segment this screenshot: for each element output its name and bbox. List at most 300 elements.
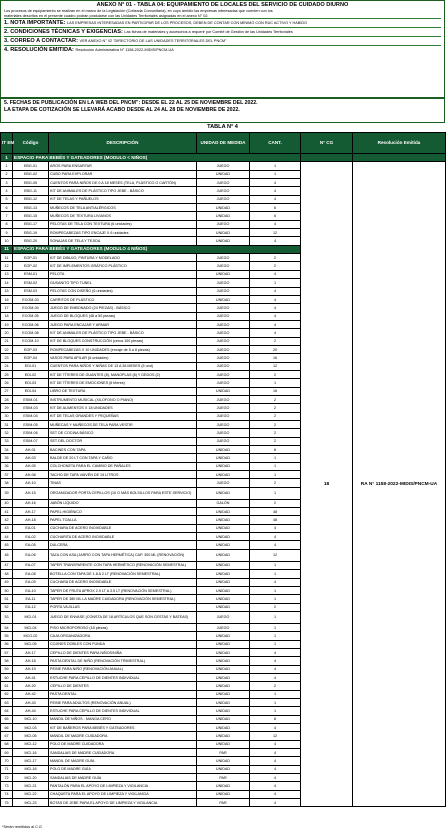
item-quantity: 4 [250, 724, 301, 732]
item-unit: JUEGO [197, 479, 250, 487]
item-unit: JUEGO [197, 162, 250, 170]
item-description: CEPILLO DE DIENTES [49, 682, 197, 690]
item-description: CUCHARA DE ACERO INOXIDABLE [49, 524, 197, 532]
item-description: JUEGO PARA ENCAJAR Y ARMAR [49, 320, 197, 328]
item-quantity: 2 [250, 337, 301, 345]
item-number: 2 [1, 170, 13, 178]
item-quantity: 2 [250, 429, 301, 437]
item-quantity: 4 [250, 782, 301, 790]
item-description: KIT DE ANIMALES DE PLÁSTICO TIPO JEBE - BÁSICO [49, 187, 197, 195]
item-unit: UNIDAD [197, 570, 250, 578]
item-quantity: 2 [250, 479, 301, 487]
item-description: PEINE PARA ADULTOS (RENOVACIÓN ANUAL) [49, 698, 197, 706]
item-quantity: 4 [250, 578, 301, 586]
item-description: TACHO DE TAPA VAIVÉN DE 15 LITROS [49, 471, 197, 479]
item-description: BOTELLA CON TAPA DE 1.8 A 2 LT (RENOVACIÓN SEMESTRAL) [49, 570, 197, 578]
item-quantity: 4 [250, 287, 301, 295]
item-quantity: 4 [250, 749, 301, 757]
item-code: AH-18 [13, 516, 49, 524]
item-unit: UNIDAD [197, 640, 250, 648]
item-unit: UNIDAD [197, 516, 250, 524]
publication-dates: 5. FECHAS DE PUBLICACIÓN EN LA WEB DEL PNCM": DESDE EL 22 AL 25 DE NOVIEMBRE DEL 2022. [4, 100, 258, 106]
item-unit: JUEGO [197, 354, 250, 362]
item-code: EGP-02 [13, 262, 49, 270]
item-number: 72 [1, 774, 13, 782]
item-quantity: 1 [250, 162, 301, 170]
item-unit: JUEGO [197, 337, 250, 345]
item-number: 25 [1, 370, 13, 378]
item-quantity: 4 [250, 320, 301, 328]
item-number: 64 [1, 707, 13, 715]
item-number: 44 [1, 533, 13, 541]
item-description: JUEGO DE BLOQUES (48 a 50 piezas) [49, 312, 197, 320]
item-description: BALDE DE 20 LT CON TAPA Y CAÑO [49, 454, 197, 462]
item-description: JABÓN LÍQUIDO [49, 499, 197, 507]
item-description: LIBRO DE TEXTURA [49, 387, 197, 395]
item-description: KIT DE TELAS GRANDES Y PEQUEÑAS [49, 412, 197, 420]
item-quantity: 12 [250, 229, 301, 237]
item-code: ECOM-08 [13, 329, 49, 337]
item-number: 47 [1, 561, 13, 569]
item-code: ESM-01 [13, 270, 49, 278]
item-description: CHAQUETA PARA EL APOYO DE LIMPIEZA Y VIGILANCIA [49, 790, 197, 798]
item-number: 39 [1, 487, 13, 499]
item-unit: UNIDAD [197, 732, 250, 740]
item-description: PAPEL HIGIÉNICO [49, 508, 197, 516]
item-quantity: 2 [250, 412, 301, 420]
item-unit: JUEGO [197, 287, 250, 295]
item-number: 30 [1, 412, 13, 420]
item-number: 23 [1, 354, 13, 362]
item-quantity: 6 [250, 204, 301, 212]
item-number: 46 [1, 549, 13, 561]
table-title: TABLA N° 4 [207, 124, 238, 130]
item-number: 19 [1, 320, 13, 328]
item-unit: GALÓN [197, 499, 250, 507]
item-description: MANDIL DE MADRE CUIDADORA [49, 732, 197, 740]
item-quantity: 8 [250, 446, 301, 454]
contact-label: 3. CORREO A CONTACTAR: [4, 38, 78, 45]
col-descripcion: DESCRIPCIÓN [49, 133, 197, 154]
item-unit: JUEGO [197, 362, 250, 370]
item-code: EA-11 [13, 595, 49, 603]
item-unit: JUEGO [197, 320, 250, 328]
item-code: MCI-21 [13, 782, 49, 790]
item-quantity: 1 [250, 586, 301, 594]
item-code: AH-08 [13, 471, 49, 479]
item-code: MCI-16 [13, 749, 49, 757]
item-unit: UNIDAD [197, 757, 250, 765]
item-number: 60 [1, 673, 13, 681]
item-unit: UNIDAD [197, 170, 250, 178]
item-unit: UNIDAD [197, 487, 250, 499]
item-description: BOTAS DE JEBE PARA EL APOYO DE LIMPIEZA Y VIGILANCIA [49, 799, 197, 807]
item-code: EBG-11 [13, 187, 49, 195]
equipment-table [0, 132, 446, 807]
col-unidad: UNIDAD DE MEDIDA [197, 133, 250, 154]
item-number: 28 [1, 395, 13, 403]
item-unit: JUEGO [197, 312, 250, 320]
item-quantity: 16 [250, 354, 301, 362]
header-box [0, 0, 445, 98]
item-quantity: 4 [250, 195, 301, 203]
item-code: AH-41 [13, 673, 49, 681]
item-quantity: 4 [250, 757, 301, 765]
item-code: AH-16 [13, 499, 49, 507]
item-description: POLO DE MADRE CUIDADORA [49, 740, 197, 748]
item-code: ESIM-04 [13, 412, 49, 420]
item-quantity: 4 [250, 220, 301, 228]
item-code: AH-42 [13, 690, 49, 698]
item-unit: JUEGO [197, 254, 250, 262]
item-number: 42 [1, 516, 13, 524]
item-code: EDI-04 [13, 387, 49, 395]
item-quantity: 1 [250, 279, 301, 287]
item-quantity: 4 [250, 329, 301, 337]
item-quantity: 1 [250, 611, 301, 623]
item-quantity: 12 [250, 549, 301, 561]
item-code: EBG-12 [13, 195, 49, 203]
item-quantity: 16 [250, 387, 301, 395]
req-label: 2. CONDICIONES TÉCNICAS Y EXIGENCIAS: [4, 29, 123, 36]
item-unit: PAR [197, 749, 250, 757]
item-description: JUEGO DE ENVASE (CONSTA DE 18 ARTÍCULOS QUE SON CESTAS Y BATEAS) [49, 611, 197, 623]
item-code: EGP-03 [13, 345, 49, 353]
item-code: MCI-17 [13, 757, 49, 765]
item-description: CUBO PARA EXPLORAR [49, 170, 197, 178]
item-code: ESIM-01 [13, 395, 49, 403]
item-number: 48 [1, 570, 13, 578]
item-quantity: 1 [250, 707, 301, 715]
item-code: EA-01 [13, 524, 49, 532]
item-code: AH-18 [13, 657, 49, 665]
item-quantity: 4 [250, 740, 301, 748]
item-code: ESIM-05 [13, 421, 49, 429]
item-unit: UNIDAD [197, 471, 250, 479]
section-item: 1 [1, 154, 13, 162]
item-description: KIT DE ALIMENTOS X 18 UNIDADES [49, 404, 197, 412]
item-code: MCI-20 [13, 774, 49, 782]
section-title: ESPACIO PARA BEBÉS Y GATEADORES (MODULO < NIÑOS) [13, 154, 301, 162]
item-description: MUÑECOS DE TEXTURA LIVIANOS [49, 212, 197, 220]
item-unit: JUEGO [197, 195, 250, 203]
item-code: EBG-15 [13, 212, 49, 220]
item-code: EA-07 [13, 561, 49, 569]
item-quantity: 4 [250, 312, 301, 320]
item-description: MUÑECOS DE TELA ANTIALÉRGICOS [49, 204, 197, 212]
item-unit: JUEGO [197, 262, 250, 270]
item-code: MCI-22 [13, 790, 49, 798]
item-number: 24 [1, 362, 13, 370]
item-number: 34 [1, 446, 13, 454]
item-code: EDI-03 [13, 379, 49, 387]
item-number: 15 [1, 287, 13, 295]
item-code: ESIM-07 [13, 437, 49, 445]
item-code: EBG-20 [13, 237, 49, 245]
item-number: 35 [1, 454, 13, 462]
item-unit: UNIDAD [197, 533, 250, 541]
footer-note: *Serán remitidos al C.G [2, 825, 42, 829]
item-unit: JUEGO [197, 429, 250, 437]
item-description: TAPER TRANSPARENTE CON TAPA HERMÉTICO (RENOVACIÓN SEMESTRAL) [49, 561, 197, 569]
item-quantity: 2 [250, 370, 301, 378]
resolution-value: RA N° 1158-2022-MIDIS/PNCM-UA [353, 162, 446, 807]
item-number: 32 [1, 429, 13, 437]
item-quantity: 1 [250, 561, 301, 569]
item-code: EGP-04 [13, 354, 49, 362]
item-unit: UNIDAD [197, 578, 250, 586]
item-number: 10 [1, 237, 13, 245]
item-unit: UNIDAD [197, 632, 250, 640]
item-description: COJINES DOBLES CON FUNDA [49, 640, 197, 648]
item-code: MCI-05 [13, 640, 49, 648]
item-number: 4 [1, 187, 13, 195]
item-code: AH-44 [13, 707, 49, 715]
item-quantity: 1 [250, 632, 301, 640]
item-number: 37 [1, 471, 13, 479]
item-description: SET DEL DOCTOR [49, 437, 197, 445]
item-unit: PAR [197, 774, 250, 782]
item-code: EDI-01 [13, 362, 49, 370]
item-unit: UNIDAD [197, 446, 250, 454]
item-number: 45 [1, 541, 13, 549]
item-number: 3 [1, 179, 13, 187]
item-code: EA-08 [13, 570, 49, 578]
item-quantity: 2 [250, 499, 301, 507]
item-quantity: 1 [250, 698, 301, 706]
item-quantity: 12 [250, 732, 301, 740]
item-unit: UNIDAD [197, 690, 250, 698]
item-code: EBG-01 [13, 162, 49, 170]
item-number: 43 [1, 524, 13, 532]
item-unit: UNIDAD [197, 657, 250, 665]
item-description: ROMPECABEZAS TIPO ENCAJE X 6 unidades [49, 229, 197, 237]
item-unit: JUEGO [197, 611, 250, 623]
item-quantity: 20 [250, 345, 301, 353]
item-number: 26 [1, 379, 13, 387]
item-number: 1 [1, 162, 13, 170]
item-number: 38 [1, 479, 13, 487]
item-description: SANDALIAS DE MADRE GUÍA [49, 774, 197, 782]
item-number: 62 [1, 690, 13, 698]
nota-label: 1. NOTA IMPORTANTE: [4, 20, 66, 27]
item-code: ECOM-03 [13, 295, 49, 303]
item-code: ESIM-03 [13, 404, 49, 412]
item-number: 66 [1, 724, 13, 732]
item-description: MANDIL DE MADRE GUÍA [49, 757, 197, 765]
nota-importante [4, 20, 441, 27]
item-description: CARRITOS DE PLÁSTICO [49, 295, 197, 303]
item-number: 56 [1, 640, 13, 648]
correo [4, 38, 441, 45]
item-description: KIT DE TÍTERES DE GUANTES (8), MANOPLAS (8) Y DEDOS (2) [49, 370, 197, 378]
item-unit: UNIDAD [197, 270, 250, 278]
item-quantity: 4 [250, 673, 301, 681]
item-description: CUCHARITA DE ACERO INOXIDABLE [49, 533, 197, 541]
col-resolucion: Resolución Emitida [353, 133, 446, 154]
item-quantity: 4 [250, 270, 301, 278]
item-unit: JUEGO [197, 279, 250, 287]
item-quantity: 1 [250, 487, 301, 499]
item-unit: JUEGO [197, 187, 250, 195]
table-row [1, 162, 446, 170]
item-unit: UNIDAD [197, 204, 250, 212]
item-code: AH-17 [13, 648, 49, 656]
item-code: AH-17 [13, 508, 49, 516]
item-unit: UNIDAD [197, 237, 250, 245]
item-quantity: 1 [250, 471, 301, 479]
item-unit: UNIDAD [197, 765, 250, 773]
item-unit: UNIDAD [197, 561, 250, 569]
ncg-value: 18 [301, 162, 353, 807]
item-number: 13 [1, 270, 13, 278]
item-description: SET DE COCINA BÁSICO [49, 429, 197, 437]
section-item: 11 [1, 245, 13, 253]
resol-text: Resolución Administrativa N° 1158-2022-MIDIS/PNCM-UA [75, 48, 174, 53]
item-number: 74 [1, 790, 13, 798]
col-codigo: Código [13, 133, 49, 154]
condiciones [4, 29, 441, 36]
item-code: MCI-12 [13, 740, 49, 748]
item-description: KIT DE DIBUJO, PINTURA Y MODELADO [49, 254, 197, 262]
item-unit: UNIDAD [197, 724, 250, 732]
item-description: KIT DE ANIMALES DE PLÁSTICO TIPO JEBE - BÁSICO [49, 329, 197, 337]
item-code: AH-19 [13, 665, 49, 673]
item-unit: JUEGO [197, 404, 250, 412]
item-quantity: 1 [250, 170, 301, 178]
item-number: 51 [1, 595, 13, 603]
item-quantity: 4 [250, 179, 301, 187]
item-description: PISO MICROPOROSO (18 piezas) [49, 623, 197, 631]
item-code: AH-03 [13, 454, 49, 462]
quotation-dates: LA ETAPA DE COTIZACIÓN SE LLEVARÁ ACABO DESDE AL 24 AL 28 DE NOVIEMBRE DE 2022. [4, 107, 240, 113]
item-quantity: 2 [250, 682, 301, 690]
item-code: MCI-18 [13, 765, 49, 773]
item-description: ESTUCHE PARA CEPILLO DE DIENTES INDIVIDUAL [49, 673, 197, 681]
item-unit: JUEGO [197, 220, 250, 228]
item-unit: UNIDAD [197, 673, 250, 681]
item-code: EA-12 [13, 603, 49, 611]
item-quantity: 48 [250, 508, 301, 516]
table-header-row [1, 133, 446, 154]
item-unit: JUEGO [197, 370, 250, 378]
intro-line-2: materiales descritos en el presente cuadro podrán postularse con las Unidades Territoriales asignadas en el anexo N° 02. [4, 13, 209, 18]
item-code: MCI-10 [13, 715, 49, 723]
item-description: PELOTAS CON DISEÑO (6 unidades) [49, 287, 197, 295]
item-unit: UNIDAD [197, 549, 250, 561]
item-number: 9 [1, 229, 13, 237]
item-description: SONAJAS DE TELA Y TEJIDA [49, 237, 197, 245]
section-res [353, 154, 446, 162]
item-description: PAPEL TOALLA [49, 516, 197, 524]
nota-text: LAS EMPRESAS INTERESADAS EN PARTICIPAR DE LOS PROCESOS, DEBEN DE CONTAR CON MÍNIMO CON RUC ACTIVO Y HABIDO [67, 21, 308, 26]
item-quantity: 4 [250, 533, 301, 541]
item-number: 18 [1, 312, 13, 320]
item-number: 58 [1, 657, 13, 665]
resol-label: 4. RESOLUCIÓN EMITIDA: [4, 47, 74, 54]
item-description: JUEGO DE EMBONADO (24 PIEZAS) - BÁSICO [49, 304, 197, 312]
item-description: COLCHONETA PARA EL CAMBIO DE PAÑALES [49, 462, 197, 470]
item-description: MUÑECAS Y MUÑECOS DE TELA PARA VESTIR [49, 421, 197, 429]
item-quantity: 6 [250, 212, 301, 220]
item-unit: UNIDAD [197, 682, 250, 690]
item-unit: PAR [197, 799, 250, 807]
item-number: 7 [1, 212, 13, 220]
item-quantity: 2 [250, 404, 301, 412]
item-number: 69 [1, 749, 13, 757]
item-quantity: 1 [250, 570, 301, 578]
item-code: EBG-19 [13, 229, 49, 237]
item-unit: UNIDAD [197, 524, 250, 532]
section-ncg [301, 154, 353, 162]
item-code: EA-10 [13, 586, 49, 594]
item-code: MCI-03 [13, 724, 49, 732]
item-code: AH-20 [13, 682, 49, 690]
item-number: 53 [1, 611, 13, 623]
item-description: CAJA ORGANIZADORA [49, 632, 197, 640]
item-code: EA-05 [13, 541, 49, 549]
item-code: AH-15 [13, 487, 49, 499]
item-number: 68 [1, 740, 13, 748]
item-number: 61 [1, 682, 13, 690]
item-number: 33 [1, 437, 13, 445]
item-number: 8 [1, 220, 13, 228]
item-description: ESTUCHE PARA CEPILLO DE DIENTES INDIVIDUAL [49, 707, 197, 715]
item-unit: UNIDAD [197, 707, 250, 715]
item-quantity: 4 [250, 665, 301, 673]
item-quantity: 1 [250, 454, 301, 462]
item-description: TAPER DE FRUTA APROX 2.0 LT A 3.5 LT (RENOVACIÓN SEMESTRAL) [49, 586, 197, 594]
item-quantity: 4 [250, 648, 301, 656]
item-description: KIT DE TÍTERES DE EMOCIONES (6 títeres) [49, 379, 197, 387]
item-quantity: 2 [250, 395, 301, 403]
item-description: CEPILLO DE DIENTES PARA NIÑOS/NIÑA [49, 648, 197, 656]
item-number: 11 [1, 254, 13, 262]
item-number: 54 [1, 623, 13, 631]
item-code: AH-05 [13, 462, 49, 470]
item-description: PELOTA [49, 270, 197, 278]
item-quantity: 1 [250, 640, 301, 648]
item-description: INSTRUMENTO MUSICAL (XILOFONO O PIANO) [49, 395, 197, 403]
item-number: 49 [1, 578, 13, 586]
item-description: TINAS [49, 479, 197, 487]
item-description: KIT DE TELAS Y PAÑUELOS [49, 195, 197, 203]
item-unit: JUEGO [197, 379, 250, 387]
item-number: 29 [1, 404, 13, 412]
item-number: 27 [1, 387, 13, 395]
item-description: MANDIL DE NIÑOS - MANGA CERO [49, 715, 197, 723]
item-unit: UNIDAD [197, 782, 250, 790]
item-unit: UNIDAD [197, 790, 250, 798]
item-quantity: 1 [250, 462, 301, 470]
item-number: 14 [1, 279, 13, 287]
item-quantity: 4 [250, 295, 301, 303]
item-number: 75 [1, 799, 13, 807]
item-number: 21 [1, 337, 13, 345]
item-number: 31 [1, 421, 13, 429]
divider [4, 36, 441, 37]
col-item: IT EM [1, 133, 13, 154]
item-number: 55 [1, 632, 13, 640]
item-code: EGP-01 [13, 254, 49, 262]
item-unit: UNIDAD [197, 603, 250, 611]
item-quantity: 2 [250, 421, 301, 429]
section-row [1, 154, 446, 162]
col-ncg: N° CG [301, 133, 353, 154]
item-description: SANDALIAS DE MADRE CUIDADORA [49, 749, 197, 757]
item-description: PEINE PARA NIÑO (RENOVACIÓN ANUAL) [49, 665, 197, 673]
col-cantidad: CANT. [250, 133, 301, 154]
